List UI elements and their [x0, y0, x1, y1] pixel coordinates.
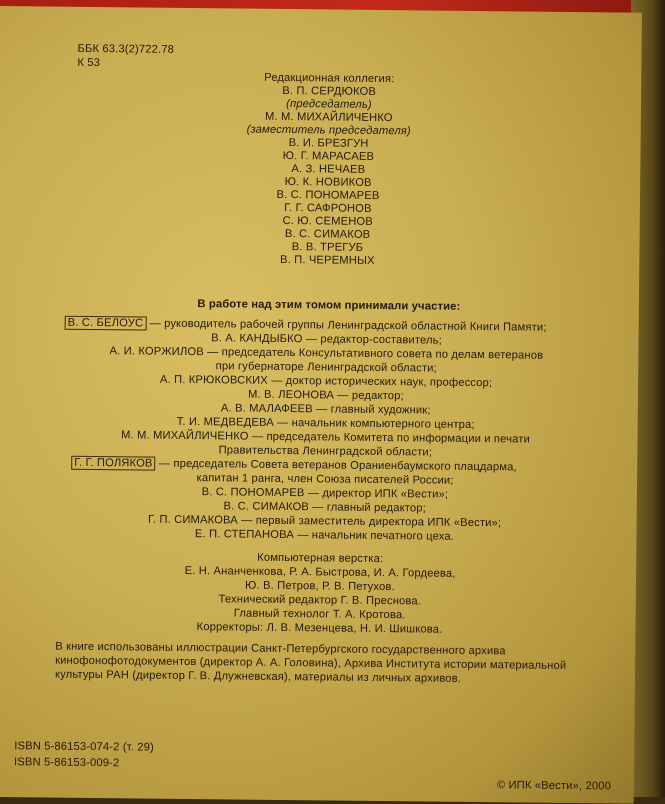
- participant-line: А. И. КОРЖИЛОВ — председатель Консультативного совета по делам ветеранов: [109, 345, 544, 362]
- participant-line: Г. Г. ПОЛЯКОВ — председатель Совета ветеранов Ораниенбаумского плацдарма,: [71, 457, 517, 475]
- credit-line: Главный технолог Т. А. Кротова.: [233, 607, 406, 622]
- credit-line: Технический редактор Г. В. Преснова.: [218, 593, 422, 608]
- participants-title: В работе над этим томом принимали участие:: [197, 298, 461, 313]
- board-member: М. М. МИХАЙЛИЧЕНКО: [265, 110, 393, 125]
- participant-line: А. В. МАЛАФЕЕВ — главный художник;: [220, 402, 431, 417]
- participant-line: М. В. ЛЕОНОВА — редактор;: [248, 388, 404, 403]
- author-mark: К 53: [77, 56, 101, 70]
- board-member: В. П. СЕРДЮКОВ: [282, 84, 377, 98]
- board-member: В. П. ЧЕРЕМНЫХ: [279, 253, 375, 267]
- board-member: В. С. ПОНОМАРЕВ: [276, 188, 380, 202]
- participant-line: В. С. БЕЛОУС — руководитель рабочей группы Ленинградской областной Книги Памяти;: [65, 317, 547, 335]
- participant-line: М. М. МИХАЙЛИЧЕНКО — председатель Комитета по информации и печати: [121, 429, 530, 446]
- participant-line: В. С. СИМАКОВ — главный редактор;: [223, 500, 427, 515]
- layout-credits-title: Компьютерная верстка:: [257, 551, 384, 566]
- board-member: Ю. Г. МАРАСАЕВ: [282, 149, 375, 163]
- board-member: В. И. БРЕЗГУН: [288, 137, 369, 150]
- isbn-volume: ISBN 5-86153-074-2 (т. 29): [14, 740, 154, 754]
- participant-line: Е. П. СТЕПАНОВА — начальник печатного цеха.: [194, 528, 455, 543]
- note-line: В книге использованы иллюстрации Санкт-Петербургского государственного архива: [55, 640, 506, 658]
- book-page: [0, 6, 642, 804]
- editorial-board-title: Редакционная коллегия:: [264, 71, 395, 86]
- board-member: С. Ю. СЕМЕНОВ: [282, 214, 373, 228]
- participant-line: Т. И. МЕДВЕДЕВА — начальник компьютерного центра;: [176, 415, 475, 431]
- bbk-code: ББК 63.3(2)722.78: [77, 42, 175, 56]
- board-role: (председатель): [286, 98, 372, 111]
- participant-line: Г. П. СИМАКОВА — первый заместитель директора ИПК «Вести»;: [147, 513, 502, 530]
- board-member: В. В. ТРЕГУБ: [291, 241, 364, 254]
- participant-line: при губернаторе Ленинградской области;: [215, 360, 437, 375]
- board-member: Г. Г. САФРОНОВ: [284, 201, 372, 215]
- participant-line: капитан 1 ранга, член Союза писателей России;: [196, 472, 454, 487]
- copyright: © ИПК «Вести», 2000: [496, 779, 612, 793]
- participant-line: В. А. КАНДЫБКО — редактор-составитель;: [211, 332, 443, 347]
- board-member: В. С. СИМАКОВ: [284, 227, 371, 241]
- participant-line: В. С. ПОНОМАРЕВ — директор ИПК «Вести»;: [201, 486, 449, 501]
- note-line: культуры РАН (директор Г. В. Длужневская), материалы из личных архивов.: [54, 668, 462, 685]
- note-line: кинофонофотодокументов (директор А. А. Головина), Архива Института истории материальной: [55, 654, 567, 672]
- board-role: (заместитель председателя): [246, 123, 411, 138]
- credit-line: Ю. В. Петров, Р. В. Петухов.: [245, 579, 395, 594]
- credit-line: Корректоры: Л. В. Мезенцева, Н. И. Шишкова.: [196, 621, 443, 636]
- highlighted-name: В. С. БЕЛОУС: [65, 316, 147, 331]
- credit-line: Е. Н. Ананченкова, Р. А. Быстрова, И. А. Гордеева,: [184, 564, 456, 580]
- participant-line: Правительства Ленинградской области;: [218, 444, 433, 459]
- board-member: А. З. НЕЧАЕВ: [291, 163, 366, 176]
- board-member: Ю. К. НОВИКОВ: [284, 175, 372, 189]
- isbn-series: ISBN 5-86153-009-2: [14, 756, 120, 770]
- highlighted-name: Г. Г. ПОЛЯКОВ: [71, 456, 156, 471]
- participant-line: А. П. КРЮКОВСКИХ — доктор исторических наук, профессор;: [159, 373, 493, 390]
